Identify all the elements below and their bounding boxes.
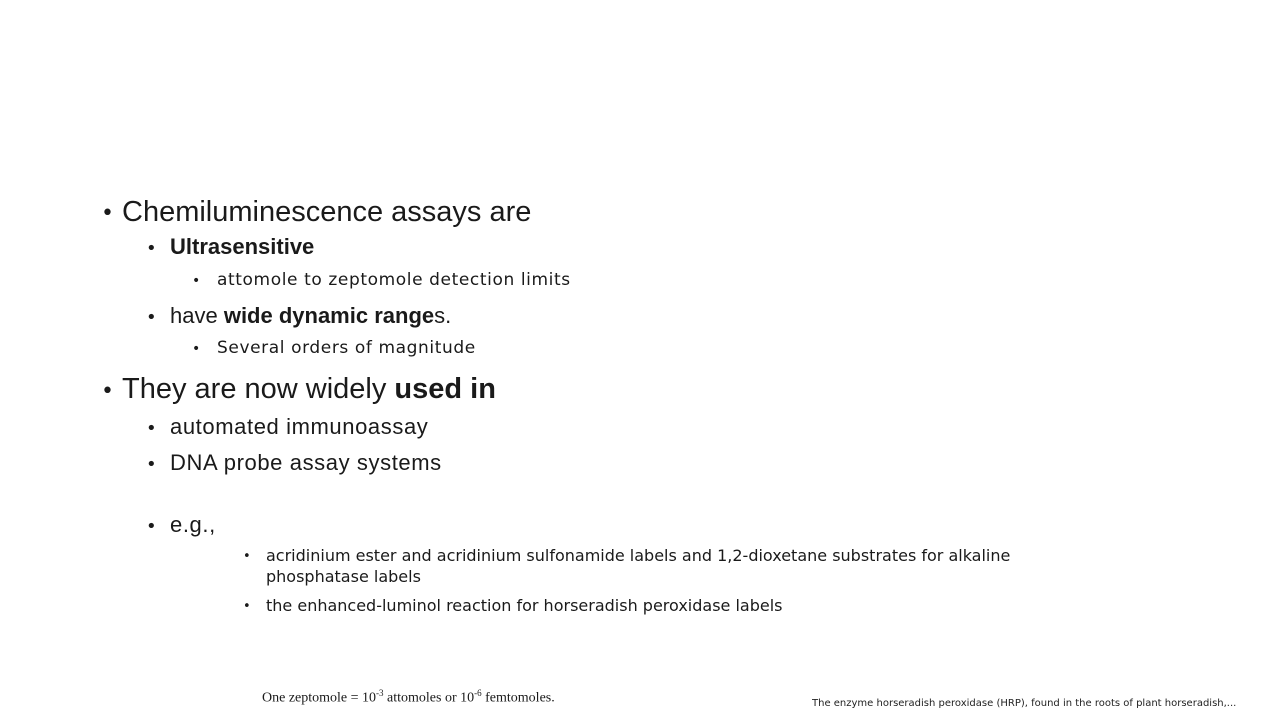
bullet-enhanced-luminol: the enhanced-luminol reaction for horseradish peroxidase labels	[266, 596, 783, 615]
zeptomole-footnote	[262, 688, 555, 707]
bullet-marker: •	[146, 516, 157, 537]
text-suffix: s.	[434, 303, 452, 328]
image-caption: The enzyme horseradish peroxidase (HRP), found in the roots of plant horseradish,...	[812, 698, 1237, 709]
bullet-marker: •	[243, 549, 251, 564]
text-used-in: used in	[394, 373, 496, 405]
footnote-exponent-2: -6	[474, 688, 482, 698]
bullet-acridinium-line1: acridinium ester and acridinium sulfonamide labels and 1,2-dioxetane substrates for alkaline	[266, 546, 1011, 565]
text-have: have	[170, 303, 224, 328]
text-they-are-now-widely: They are now widely	[122, 373, 395, 405]
bullet-marker: •	[192, 273, 201, 289]
bullet-detection-limits: attomole to zeptomole detection limits	[217, 270, 571, 290]
bullet-orders-of-magnitude: Several orders of magnitude	[217, 338, 476, 358]
bullet-marker: •	[146, 307, 157, 328]
footnote-text-b: attomoles or 10	[383, 690, 475, 706]
bullet-marker: •	[192, 341, 201, 357]
footnote-exponent-1: -3	[376, 688, 384, 698]
bullet-marker: •	[243, 599, 251, 614]
bullet-marker: •	[146, 454, 157, 475]
bullet-eg: e.g.,	[170, 512, 216, 537]
bullet-ultrasensitive: Ultrasensitive	[170, 234, 315, 259]
bullet-widely-used-in	[122, 373, 496, 406]
bullet-dna-probe: DNA probe assay systems	[170, 450, 442, 475]
bullet-automated-immunoassay: automated immunoassay	[170, 414, 429, 439]
text-wide-dynamic-range: wide dynamic range	[223, 303, 435, 328]
bullet-marker: •	[101, 379, 114, 404]
bullet-marker: •	[146, 238, 157, 259]
footnote-text-c: femtomoles.	[481, 690, 555, 706]
bullet-chemiluminescence-assays: Chemiluminescence assays are	[122, 196, 532, 228]
bullet-dynamic-ranges	[170, 303, 451, 329]
bullet-marker: •	[146, 418, 157, 439]
bullet-acridinium-line2: phosphatase labels	[266, 567, 421, 586]
footnote-text-a: One zeptomole = 10	[262, 690, 377, 706]
bullet-marker: •	[101, 201, 114, 226]
